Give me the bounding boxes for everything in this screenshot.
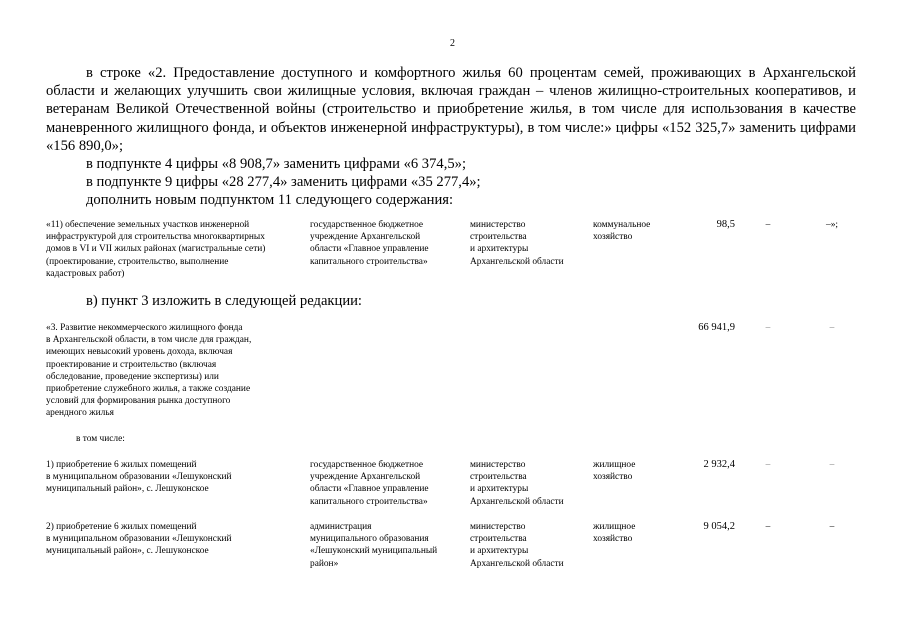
text-line: обследование, проведение экспертизы) или (46, 371, 219, 382)
sector (593, 459, 673, 483)
text-line: и архитектуры (470, 244, 529, 255)
text-line: министерство (470, 460, 526, 470)
text-line: приобретение служебного жилья, а также создание (46, 384, 251, 395)
text-line: министерство (470, 220, 526, 230)
text-line: район» (310, 558, 339, 569)
amount: 9 054,2 (703, 521, 735, 532)
dash-cell: – (765, 522, 771, 532)
sector (593, 219, 673, 243)
text-line: «Лешуконский муниципальный (310, 546, 438, 557)
dash-cell: – (765, 460, 771, 470)
text-line: кадастровых работ) (46, 268, 125, 279)
dash-cell: – (829, 323, 835, 333)
text-line: Архангельской области (470, 256, 564, 267)
program-item-name (46, 322, 308, 420)
program-item-name (46, 521, 308, 558)
sector (593, 521, 673, 545)
text-line: строительства (470, 534, 527, 545)
text-line: 2) приобретение 6 жилых помещений (46, 522, 197, 532)
text-line: инфраструктурой для строительства многоквартирных (46, 232, 265, 243)
text-line: проектирование и строительство (включая (46, 359, 217, 370)
text-line: области «Главное управление (310, 244, 429, 255)
text-line: учреждение Архангельской (310, 232, 421, 243)
text-line: в муниципальном образовании «Лешуконский (46, 534, 232, 545)
text-line: в муниципальном образовании «Лешуконский (46, 472, 232, 483)
subheading: в том числе: (76, 434, 125, 444)
instruction-line: в подпункте 9 цифры «28 277,4» заменить цифрами «35 277,4»; (86, 174, 481, 190)
text-line: государственное бюджетное (310, 220, 424, 230)
dash-cell: – (829, 460, 835, 470)
text-line: (проектирование, строительство, выполнение (46, 256, 229, 267)
text-line: капитального строительства» (310, 256, 428, 267)
dash-cell: –»; (826, 220, 838, 230)
text-line: условий для формирования рынка доступного (46, 396, 231, 407)
instruction-line: дополнить новым подпунктом 11 следующего содержания: (86, 192, 454, 208)
text-line: учреждение Архангельской (310, 472, 421, 483)
dash-cell: – (765, 323, 771, 333)
text-line: государственное бюджетное (310, 460, 424, 470)
text-line: муниципальный район», с. Лешуконское (46, 546, 209, 557)
text-line: муниципальный район», с. Лешуконское (46, 484, 209, 495)
instruction-line: в подпункте 4 цифры «8 908,7» заменить цифрами «6 374,5»; (86, 156, 466, 172)
text-line: строительства (470, 232, 527, 243)
text-line: хозяйство (593, 472, 633, 483)
text-line: области «Главное управление (310, 484, 429, 495)
executor (310, 521, 460, 570)
text-line: коммунальное (593, 220, 651, 230)
text-line: в Архангельской области, в том числе для граждан, (46, 335, 252, 346)
executor (310, 459, 460, 508)
text-line: имеющих невысокий уровень дохода, включая (46, 347, 233, 358)
program-item-name (46, 459, 308, 496)
amount: 2 932,4 (703, 459, 735, 470)
ministry (470, 219, 588, 268)
dash-cell: – (829, 522, 835, 532)
ministry (470, 459, 588, 508)
text-line: Архангельской области (470, 558, 564, 569)
intro-paragraph: в строке «2. Предоставление доступного и комфортного жилья 60 процентам семей, проживающих в Архангельской области и желающих улучшить свои жилищные условия, включая граждан – членов жилищно-строительных кооперативов, и ветеранам Великой Отечественной войны (строительство и приобретение жилья, в том числе для использования в качестве маневренного жилищного фонда, и объектов инженерной инфраструктуры), в том числе:» цифры «152 325,7» заменить цифрами «156 890,0»; (46, 65, 856, 154)
text-line: хозяйство (593, 232, 633, 243)
text-line: и архитектуры (470, 546, 529, 557)
text-line: хозяйство (593, 534, 633, 545)
text-line: капитального строительства» (310, 496, 428, 507)
section-heading: в) пункт 3 изложить в следующей редакции: (86, 293, 362, 309)
text-line: и архитектуры (470, 484, 529, 495)
executor (310, 219, 460, 268)
amount: 98,5 (716, 219, 735, 230)
text-line: «3. Развитие некоммерческого жилищного фонда (46, 323, 243, 333)
amount: 66 941,9 (698, 322, 735, 333)
text-line: жилищное (593, 460, 636, 470)
text-line: Архангельской области (470, 496, 564, 507)
page-number: 2 (450, 38, 455, 49)
text-line: «11) обеспечение земельных участков инженерной (46, 220, 250, 230)
text-line: арендного жилья (46, 408, 114, 419)
text-line: администрация (310, 522, 372, 532)
text-line: строительства (470, 472, 527, 483)
program-item-name (46, 219, 308, 280)
text-line: муниципального образования (310, 534, 429, 545)
ministry (470, 521, 588, 570)
text-line: жилищное (593, 522, 636, 532)
dash-cell: – (765, 220, 771, 230)
text-line: министерство (470, 522, 526, 532)
text-line: 1) приобретение 6 жилых помещений (46, 460, 197, 470)
text-line: домов в VI и VII жилых районах (магистральные сети) (46, 244, 266, 255)
